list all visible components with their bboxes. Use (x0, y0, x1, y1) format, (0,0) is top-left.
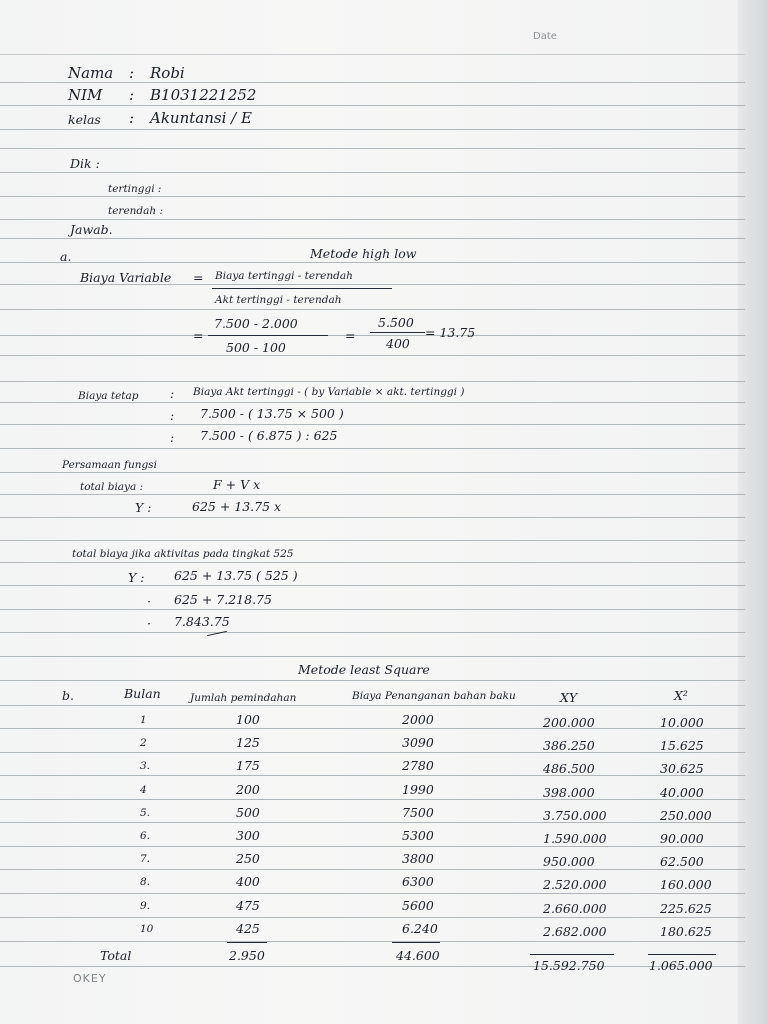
ruled-line (0, 966, 745, 967)
bv-numerator: Biaya tertinggi - terendah (215, 270, 353, 282)
y-formula: 625 + 13.75 x (192, 499, 282, 514)
total-xy: 15.592.750 (533, 958, 605, 973)
cell-x2: 90.000 (660, 831, 704, 846)
cell-xy: 2.660.000 (543, 900, 607, 916)
cell-xy: 200.000 (543, 715, 595, 730)
cell-jumlah: 425 (236, 920, 260, 936)
ruled-line (0, 381, 745, 382)
total-underline-2 (392, 942, 440, 943)
cell-jumlah: 500 (236, 804, 260, 820)
ruled-line (0, 172, 745, 173)
q-line1: 625 + 13.75 ( 525 ) (174, 568, 298, 583)
ruled-line (0, 335, 745, 336)
cell-bulan: 9. (140, 899, 151, 912)
bv-denominator: Akt tertinggi - terendah (215, 294, 342, 306)
cell-x2: 250.000 (660, 807, 712, 823)
pf-label: Persamaan fungsi (62, 459, 157, 471)
kelas-value: Akuntansi / E (150, 109, 252, 127)
cell-xy: 486.500 (543, 761, 595, 777)
cell-x2: 62.500 (660, 854, 704, 870)
cell-bulan: 3. (140, 760, 151, 773)
cell-xy: 1.590.000 (543, 831, 607, 846)
cell-jumlah: 200 (236, 781, 260, 797)
bv-result: = 13.75 (425, 325, 476, 340)
dik-title: Dik : (70, 156, 100, 171)
ruled-line (0, 728, 745, 729)
ruled-line (0, 585, 745, 586)
frac1-numerator: 7.500 - 2.000 (214, 316, 298, 331)
q-colon-2: · (147, 594, 151, 609)
part-b-method: Metode least Square (298, 662, 430, 677)
kelas-sep: : (129, 109, 135, 127)
cell-x2: 160.000 (660, 877, 712, 893)
col-bulan: Bulan (124, 686, 161, 701)
cell-jumlah: 125 (236, 735, 260, 751)
q-text: total biaya jika aktivitas pada tingkat 525 (72, 548, 294, 560)
cell-x2: 180.625 (660, 923, 712, 939)
col-x2: X² (674, 688, 688, 703)
ruled-line (0, 238, 745, 239)
name-sep: : (129, 64, 135, 82)
tb-formula: F + V x (213, 477, 261, 492)
cell-jumlah: 100 (236, 712, 260, 727)
bt-colon-2: : (170, 408, 175, 423)
col-xy: XY (560, 690, 578, 705)
frac2-denominator: 400 (386, 336, 410, 351)
frac2-eq: = (345, 328, 356, 343)
ruled-line (0, 148, 745, 149)
total-biaya: 44.600 (396, 948, 440, 963)
ruled-line (0, 632, 745, 633)
cell-jumlah: 175 (236, 758, 260, 774)
cell-bulan: 8. (140, 876, 151, 889)
total-label: Total (100, 948, 132, 963)
total-underline-1 (227, 942, 267, 943)
col-jumlah: Jumlah pemindahan (190, 692, 297, 704)
ruled-line (0, 846, 745, 847)
cell-bulan: 2 (140, 737, 147, 750)
cell-x2: 225.625 (660, 900, 712, 916)
total-jumlah: 2.950 (229, 948, 265, 963)
date-label: Date (533, 31, 557, 42)
bt-colon-3: : (170, 430, 175, 445)
q-line2: 625 + 7.218.75 (174, 592, 272, 607)
page-edge (738, 0, 768, 1024)
cell-biaya: 2780 (402, 758, 434, 774)
cell-biaya: 5600 (402, 897, 434, 913)
frac2-numerator: 5.500 (378, 315, 414, 330)
frac1-denominator: 500 - 100 (226, 340, 286, 355)
bt-label: Biaya tetap (78, 390, 139, 402)
ruled-line (0, 540, 745, 541)
cell-biaya: 3090 (402, 735, 434, 751)
total-x2: 1.065.000 (649, 958, 713, 973)
bt-colon: : (170, 386, 175, 401)
cell-biaya: 5300 (402, 828, 434, 843)
cell-xy: 2.520.000 (543, 877, 607, 893)
bt-line3: 7.500 - ( 6.875 ) : 625 (200, 428, 338, 443)
part-a-marker: a. (60, 249, 72, 264)
cell-bulan: 6. (140, 830, 151, 842)
ruled-line (0, 656, 745, 657)
total-underline-3 (530, 954, 614, 955)
cell-x2: 30.625 (660, 761, 704, 777)
frac2-bar (370, 332, 425, 333)
ruled-line (0, 869, 745, 870)
ruled-line (0, 609, 745, 610)
ruled-line (0, 105, 745, 106)
cell-xy: 398.000 (543, 784, 595, 800)
cell-jumlah: 475 (236, 897, 260, 913)
frac1-bar (208, 335, 328, 336)
ruled-line (0, 822, 745, 823)
dik-tertinggi: tertinggi : (108, 183, 162, 195)
cell-biaya: 6.240 (402, 920, 438, 936)
ruled-line (0, 129, 745, 130)
q-line3: 7.843.75 (174, 614, 230, 629)
cell-bulan: 1 (140, 714, 147, 726)
name-value: Robi (150, 64, 185, 82)
q-colon-3: · (147, 616, 151, 631)
tb-label: total biaya : (80, 481, 144, 493)
bv-eq: = (193, 270, 204, 285)
notebook-brand-logo: OKEY (73, 972, 107, 985)
cell-bulan: 10 (140, 922, 154, 935)
ruled-line (0, 517, 745, 518)
cell-xy: 2.682.000 (543, 923, 607, 939)
ruled-line (0, 917, 745, 918)
bv-label: Biaya Variable (80, 270, 172, 285)
col-biaya: Biaya Penanganan bahan baku (352, 690, 516, 702)
cell-xy: 3.750.000 (543, 807, 607, 823)
ruled-line (0, 705, 745, 706)
y-label: Y : (135, 500, 152, 515)
cell-bulan: 4 (140, 783, 147, 796)
cell-biaya: 6300 (402, 874, 434, 890)
cell-jumlah: 300 (236, 828, 260, 843)
cell-jumlah: 400 (236, 874, 260, 890)
ruled-line (0, 799, 745, 800)
bt-line1: Biaya Akt tertinggi - ( by Variable × akt. tertinggi ) (193, 386, 465, 398)
ruled-line (0, 562, 745, 563)
ruled-line (0, 54, 745, 55)
cell-biaya: 2000 (402, 712, 434, 727)
cell-biaya: 1990 (402, 781, 434, 797)
ruled-line (0, 680, 745, 681)
cell-biaya: 7500 (402, 804, 434, 820)
jawab-label: Jawab. (70, 222, 113, 237)
cell-x2: 10.000 (660, 715, 704, 730)
ruled-line (0, 262, 745, 263)
cell-bulan: 7. (140, 853, 151, 866)
ruled-line (0, 424, 745, 425)
cell-xy: 950.000 (543, 854, 595, 870)
nim-label: NIM (68, 86, 103, 104)
cell-jumlah: 250 (236, 851, 260, 867)
bv-fraction-bar (212, 288, 392, 289)
cell-bulan: 5. (140, 806, 151, 819)
cell-x2: 15.625 (660, 738, 704, 754)
cell-biaya: 3800 (402, 851, 434, 867)
part-a-method: Metode high low (310, 246, 417, 261)
nim-sep: : (129, 86, 135, 104)
ruled-line (0, 219, 745, 220)
frac1-eq: = (193, 328, 204, 343)
kelas-label: kelas (68, 112, 101, 127)
ruled-line (0, 82, 745, 83)
ruled-line (0, 752, 745, 753)
q-line1-label: Y : (128, 570, 145, 585)
bt-line2: 7.500 - ( 13.75 × 500 ) (200, 406, 344, 421)
cell-x2: 40.000 (660, 784, 704, 800)
cell-xy: 386.250 (543, 738, 595, 754)
ruled-line (0, 941, 745, 942)
ruled-line (0, 893, 745, 894)
total-underline-4 (648, 954, 716, 955)
ruled-line (0, 355, 745, 356)
nim-value: B1031221252 (150, 86, 257, 104)
ruled-line (0, 309, 745, 310)
ruled-line (0, 775, 745, 776)
dik-terendah: terendah : (108, 205, 164, 217)
name-label: Nama (68, 64, 114, 82)
ruled-line (0, 448, 745, 449)
part-b-marker: b. (62, 688, 74, 703)
